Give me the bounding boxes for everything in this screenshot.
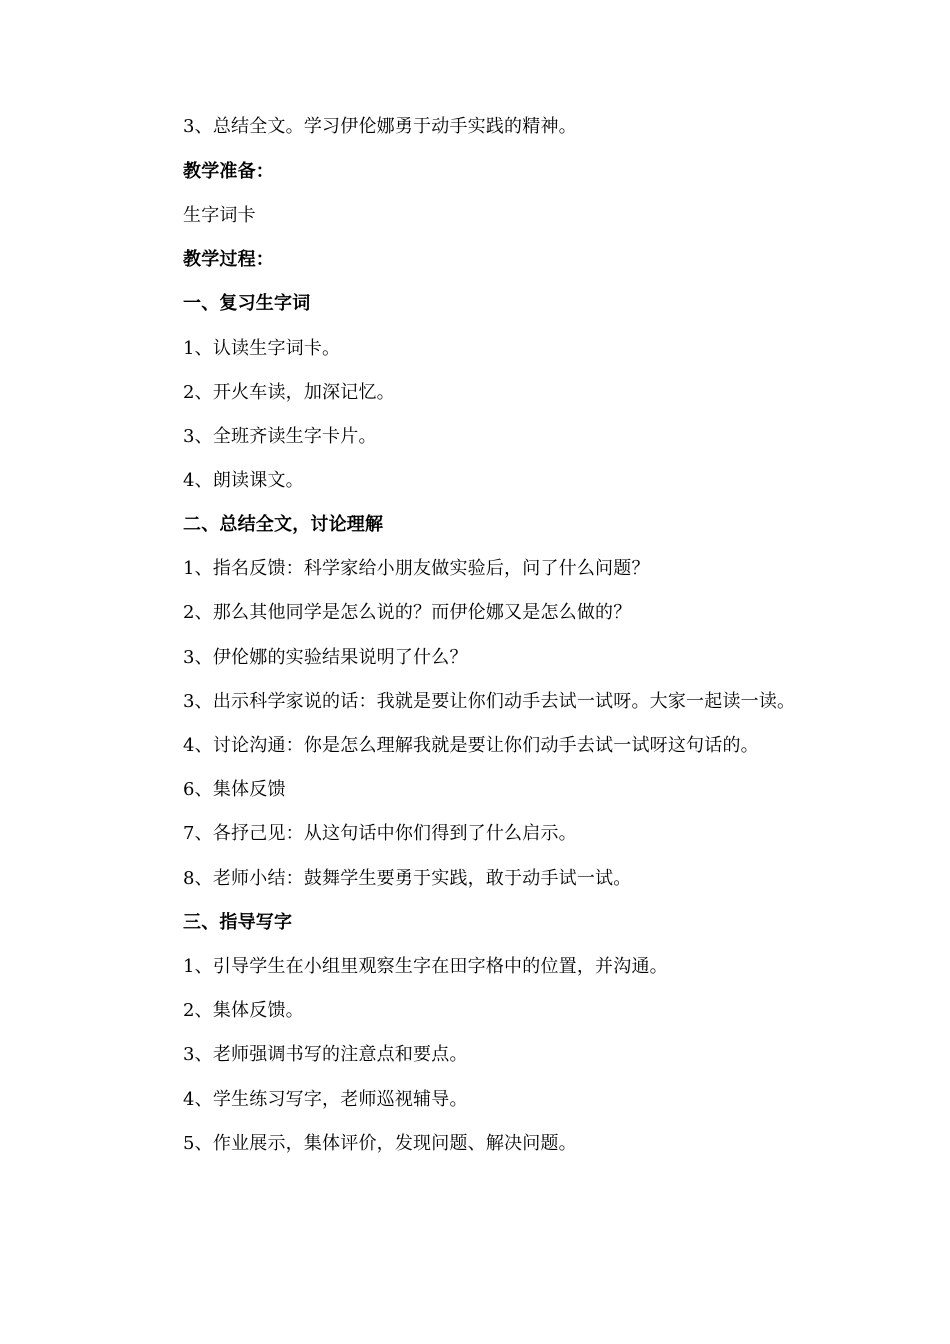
text-line: 2、那么其他同学是怎么说的？而伊伦娜又是怎么做的？ bbox=[183, 602, 632, 623]
section-heading: 二、总结全文，讨论理解 bbox=[183, 514, 384, 535]
text-line: 2、开火车读，加深记忆。 bbox=[183, 382, 395, 403]
text-line: 3、出示科学家说的话：我就是要让你们动手去试一试呀。大家一起读一读。 bbox=[183, 691, 796, 712]
text-line: 1、引导学生在小组里观察生字在田字格中的位置，并沟通。 bbox=[183, 956, 668, 977]
text-line: 1、认读生字词卡。 bbox=[183, 338, 341, 359]
text-line: 6、集体反馈 bbox=[183, 779, 286, 800]
text-line: 8、老师小结：鼓舞学生要勇于实践，敢于动手试一试。 bbox=[183, 868, 632, 889]
text-line: 3、总结全文。学习伊伦娜勇于动手实践的精神。 bbox=[183, 116, 577, 137]
section-heading: 三、指导写字 bbox=[183, 912, 293, 933]
text-line: 5、作业展示，集体评价，发现问题、解决问题。 bbox=[183, 1133, 577, 1154]
text-line: 2、集体反馈。 bbox=[183, 1000, 304, 1021]
text-line: 生字词卡 bbox=[183, 205, 256, 226]
text-line: 7、各抒己见：从这句话中你们得到了什么启示。 bbox=[183, 823, 577, 844]
text-line: 4、朗读课文。 bbox=[183, 470, 304, 491]
section-heading: 一、复习生字词 bbox=[183, 293, 311, 314]
text-line: 3、伊伦娜的实验结果说明了什么？ bbox=[183, 647, 468, 668]
text-line: 3、全班齐读生字卡片。 bbox=[183, 426, 377, 447]
text-line: 4、讨论沟通：你是怎么理解我就是要让你们动手去试一试呀这句话的。 bbox=[183, 735, 759, 756]
text-line: 4、学生练习写字，老师巡视辅导。 bbox=[183, 1089, 468, 1110]
section-heading: 教学准备： bbox=[183, 161, 274, 182]
text-line: 1、指名反馈：科学家给小朋友做实验后，问了什么问题？ bbox=[183, 558, 650, 579]
text-line: 3、老师强调书写的注意点和要点。 bbox=[183, 1044, 468, 1065]
section-heading: 教学过程： bbox=[183, 249, 274, 270]
